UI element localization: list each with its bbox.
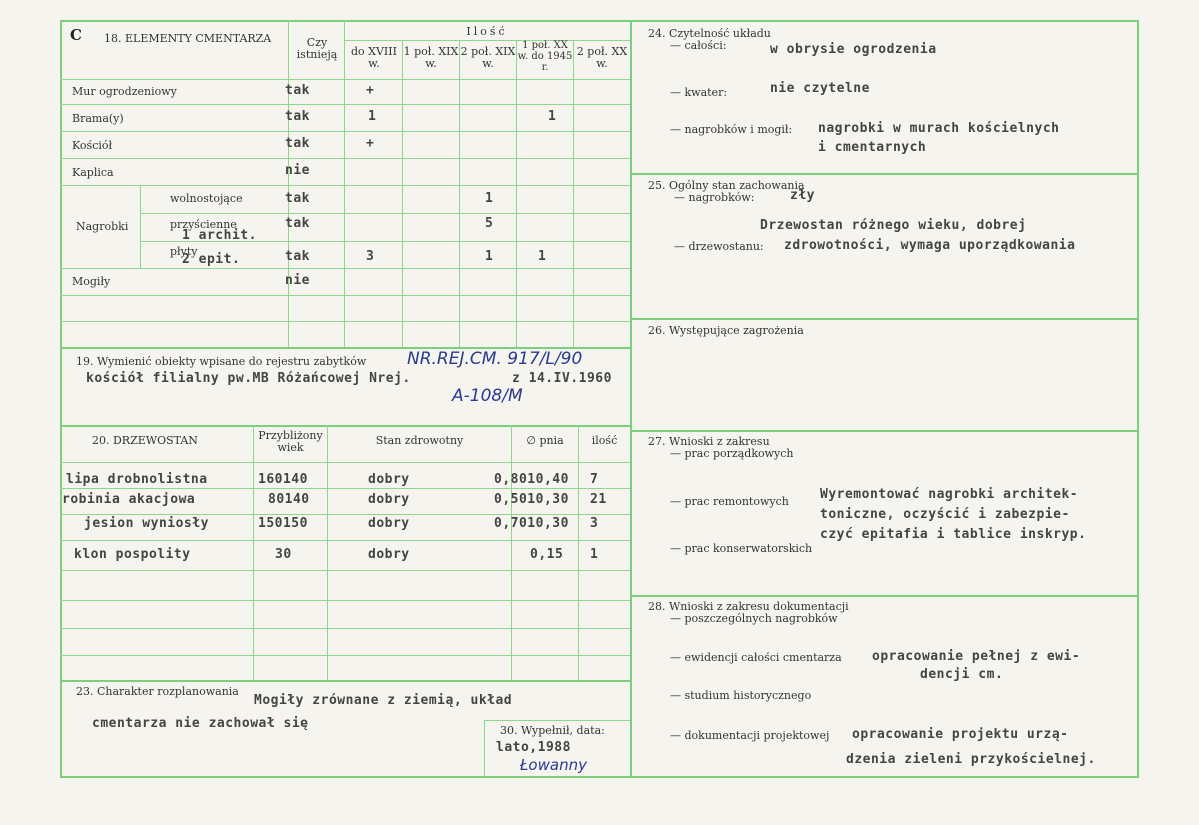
s28-item-ewidencji: — ewidencji całości cmentarza <box>670 651 842 664</box>
qty-col-4: 1 poł. XX w. do 1945 r. <box>517 40 573 73</box>
s25-nagrobkow-label: — nagrobków: <box>674 191 755 204</box>
s28-item-nagrobkow: — poszczególnych nagrobków <box>670 612 838 625</box>
nagrobki-q3-przyscienne: 5 <box>485 216 494 231</box>
s30-signature: Łowanny <box>520 756 587 774</box>
s19-label: 19. Wymienić obiekty wpisane do rejestru zabytków <box>76 355 367 368</box>
tree-row-age: 30 <box>275 547 292 562</box>
s27-item-konserwatorskich: — prac konserwatorskich <box>670 542 813 555</box>
nagrobki-exists-przyscienne: tak <box>285 216 310 231</box>
s27-item-remontowych: — prac remontowych <box>670 495 789 508</box>
s25-label: 25. Ogólny stan zachowania <box>648 179 805 192</box>
s28-proj-line1: opracowanie projektu urzą- <box>852 727 1069 742</box>
section-18-title: 18. ELEMENTY CMENTARZA <box>104 32 272 45</box>
row-exists-mogily: nie <box>285 273 310 288</box>
row-q1-kosciol: + <box>366 136 375 151</box>
s19-handwritten-register: NR.REJ.CM. 917/L/90 <box>407 349 583 369</box>
row-label-kosciol: Kościół <box>72 139 113 152</box>
tree-row-age: 160140 <box>258 472 308 487</box>
s20-col-age: Przybliżony wiek <box>258 429 323 454</box>
row-label-kaplica: Kaplica <box>72 166 114 179</box>
row-exists-brama: tak <box>285 109 310 124</box>
s24-label: 24. Czytelność układu <box>648 27 771 40</box>
tree-row-age: 80140 <box>268 492 310 507</box>
s27-text-2: toniczne, oczyścić i zabezpie- <box>820 507 1070 522</box>
s24-value-kwater: nie czytelne <box>770 81 870 96</box>
nagrobki-q1-plyty: 3 <box>366 249 375 264</box>
s26-label: 26. Występujące zagrożenia <box>648 324 804 337</box>
tree-row-health: dobry <box>368 472 410 487</box>
nagrobki-q4-plyty: 1 <box>538 249 547 264</box>
s24-value-nagrobkow: nagrobki w murach kościelnych <box>818 121 1060 136</box>
row-q1-mur: + <box>366 83 375 98</box>
s28-proj-line2: dzenia zieleni przykościelnej. <box>846 752 1096 767</box>
nagrobki-label-plyty: płyty <box>170 245 198 258</box>
s20-col-diam: ∅ pnia <box>526 434 564 447</box>
s27-label: 27. Wnioski z zakresu <box>648 435 770 448</box>
divider-25 <box>632 173 1139 175</box>
nagrobki-exists-wolnostojace: tak <box>285 191 310 206</box>
tree-row-name: lipa drobnolistna <box>66 472 208 487</box>
s20-col-health: Stan zdrowotny <box>375 434 464 447</box>
s27-text-3: czyć epitafia i tablice inskryp. <box>820 527 1087 542</box>
s30-label: 30. Wypełnił, data: <box>500 724 605 737</box>
frame-left <box>60 20 62 778</box>
col-exists-header: Czy istnieją <box>296 36 338 61</box>
s24-value-nagrobkow-2: i cmentarnych <box>818 140 927 155</box>
s25-nagrobkow-value: zły <box>790 188 815 203</box>
row-q4-brama: 1 <box>548 109 557 124</box>
nagrobki-q3-plyty: 1 <box>485 249 494 264</box>
row-exists-kosciol: tak <box>285 136 310 151</box>
s30-value: lato,1988 <box>496 740 571 755</box>
s28-item-studium: — studium historycznego <box>670 689 812 702</box>
nagrobki-typed-przyscienne: 1 archit. <box>182 228 257 243</box>
row-label-mogily: Mogiły <box>72 275 111 288</box>
divider-20 <box>60 425 632 427</box>
s24-item-kwater: — kwater: <box>670 86 728 99</box>
divider-27 <box>632 430 1139 432</box>
tree-row-count: 21 <box>590 492 607 507</box>
s28-item-projektowej: — dokumentacji projektowej <box>670 729 830 742</box>
row-exists-mur: tak <box>285 83 310 98</box>
s25-drzewostanu-line1: Drzewostan różnego wieku, dobrej <box>760 218 1027 233</box>
qty-col-5: 2 poł. XX w. <box>576 45 628 70</box>
nagrobki-label: Nagrobki <box>76 220 129 233</box>
qty-col-3: 2 poł. XIX w. <box>460 45 516 70</box>
s23-line-2: cmentarza nie zachował się <box>92 716 309 731</box>
s27-item-porzadkowych: — prac porządkowych <box>670 447 794 460</box>
tree-row-diam: 0,15 <box>530 547 564 562</box>
s28-ewid-line1: opracowanie pełnej z ewi- <box>872 649 1081 664</box>
row-label-mur: Mur ogrodzeniowy <box>72 85 177 98</box>
tree-row-health: dobry <box>368 516 410 531</box>
s28-label: 28. Wnioski z zakresu dokumentacji <box>648 600 849 613</box>
tree-row-name: klon pospolity <box>74 547 191 562</box>
s24-item-nagrobkow: — nagrobków i mogił: <box>670 123 793 136</box>
s24-value-calosci: w obrysie ogrodzenia <box>770 42 937 57</box>
s19-typed: kościół filialny pw.MB Różańcowej Nrej. <box>86 371 411 386</box>
nagrobki-typed-plyty: 2 epit. <box>182 252 241 267</box>
row-q1-brama: 1 <box>368 109 377 124</box>
divider-23 <box>60 680 632 682</box>
tree-row-diam: 0,5010,30 <box>494 492 569 507</box>
s28-ewid-line2: dencji cm. <box>920 667 1004 682</box>
frame-top <box>60 20 1139 22</box>
nagrobki-label-wolnostojace: wolnostojące <box>170 192 243 205</box>
nagrobki-q3-wolnostojace: 1 <box>485 191 494 206</box>
row-label-brama: Brama(y) <box>72 112 124 125</box>
s20-col-count: ilość <box>591 434 618 447</box>
tree-row-count: 1 <box>590 547 599 562</box>
qty-col-2: 1 poł. XIX w. <box>403 45 459 70</box>
divider-26 <box>632 318 1139 320</box>
nagrobki-exists-plyty: tak <box>285 249 310 264</box>
frame-right <box>1137 20 1139 778</box>
s19-typed-date: z 14.IV.1960 <box>512 371 612 386</box>
s25-drzewostanu-label: — drzewostanu: <box>674 240 764 253</box>
s27-text-1: Wyremontować nagrobki architek- <box>820 487 1079 502</box>
tree-row-age: 150150 <box>258 516 308 531</box>
qty-header: Ilość <box>466 25 508 38</box>
row-exists-kaplica: nie <box>285 163 310 178</box>
s23-line-1: Mogiły zrównane z ziemią, układ <box>254 693 513 708</box>
tree-row-name: jesion wyniosły <box>84 516 209 531</box>
tree-row-diam: 0,8010,40 <box>494 472 569 487</box>
s23-label: 23. Charakter rozplanowania <box>76 685 239 698</box>
frame-bottom <box>60 776 1139 778</box>
s25-drzewostanu-line2: zdrowotności, wymaga uporządkowania <box>784 238 1076 253</box>
tree-row-count: 3 <box>590 516 599 531</box>
section-letter: C <box>70 26 82 44</box>
divider-28 <box>632 595 1139 597</box>
tree-row-diam: 0,7010,30 <box>494 516 569 531</box>
tree-row-name: robinia akacjowa <box>62 492 196 507</box>
tree-row-health: dobry <box>368 492 410 507</box>
frame-middle <box>630 20 632 778</box>
tree-row-count: 7 <box>590 472 599 487</box>
qty-col-1: do XVIII w. <box>351 45 397 70</box>
nagrobki-label-przyscienne: przyścienne <box>170 218 237 231</box>
s19-handwritten-number: A-108/M <box>452 386 523 406</box>
tree-row-health: dobry <box>368 547 410 562</box>
s20-title: 20. DRZEWOSTAN <box>92 434 198 447</box>
s24-item-calosci: — całości: <box>670 39 727 52</box>
